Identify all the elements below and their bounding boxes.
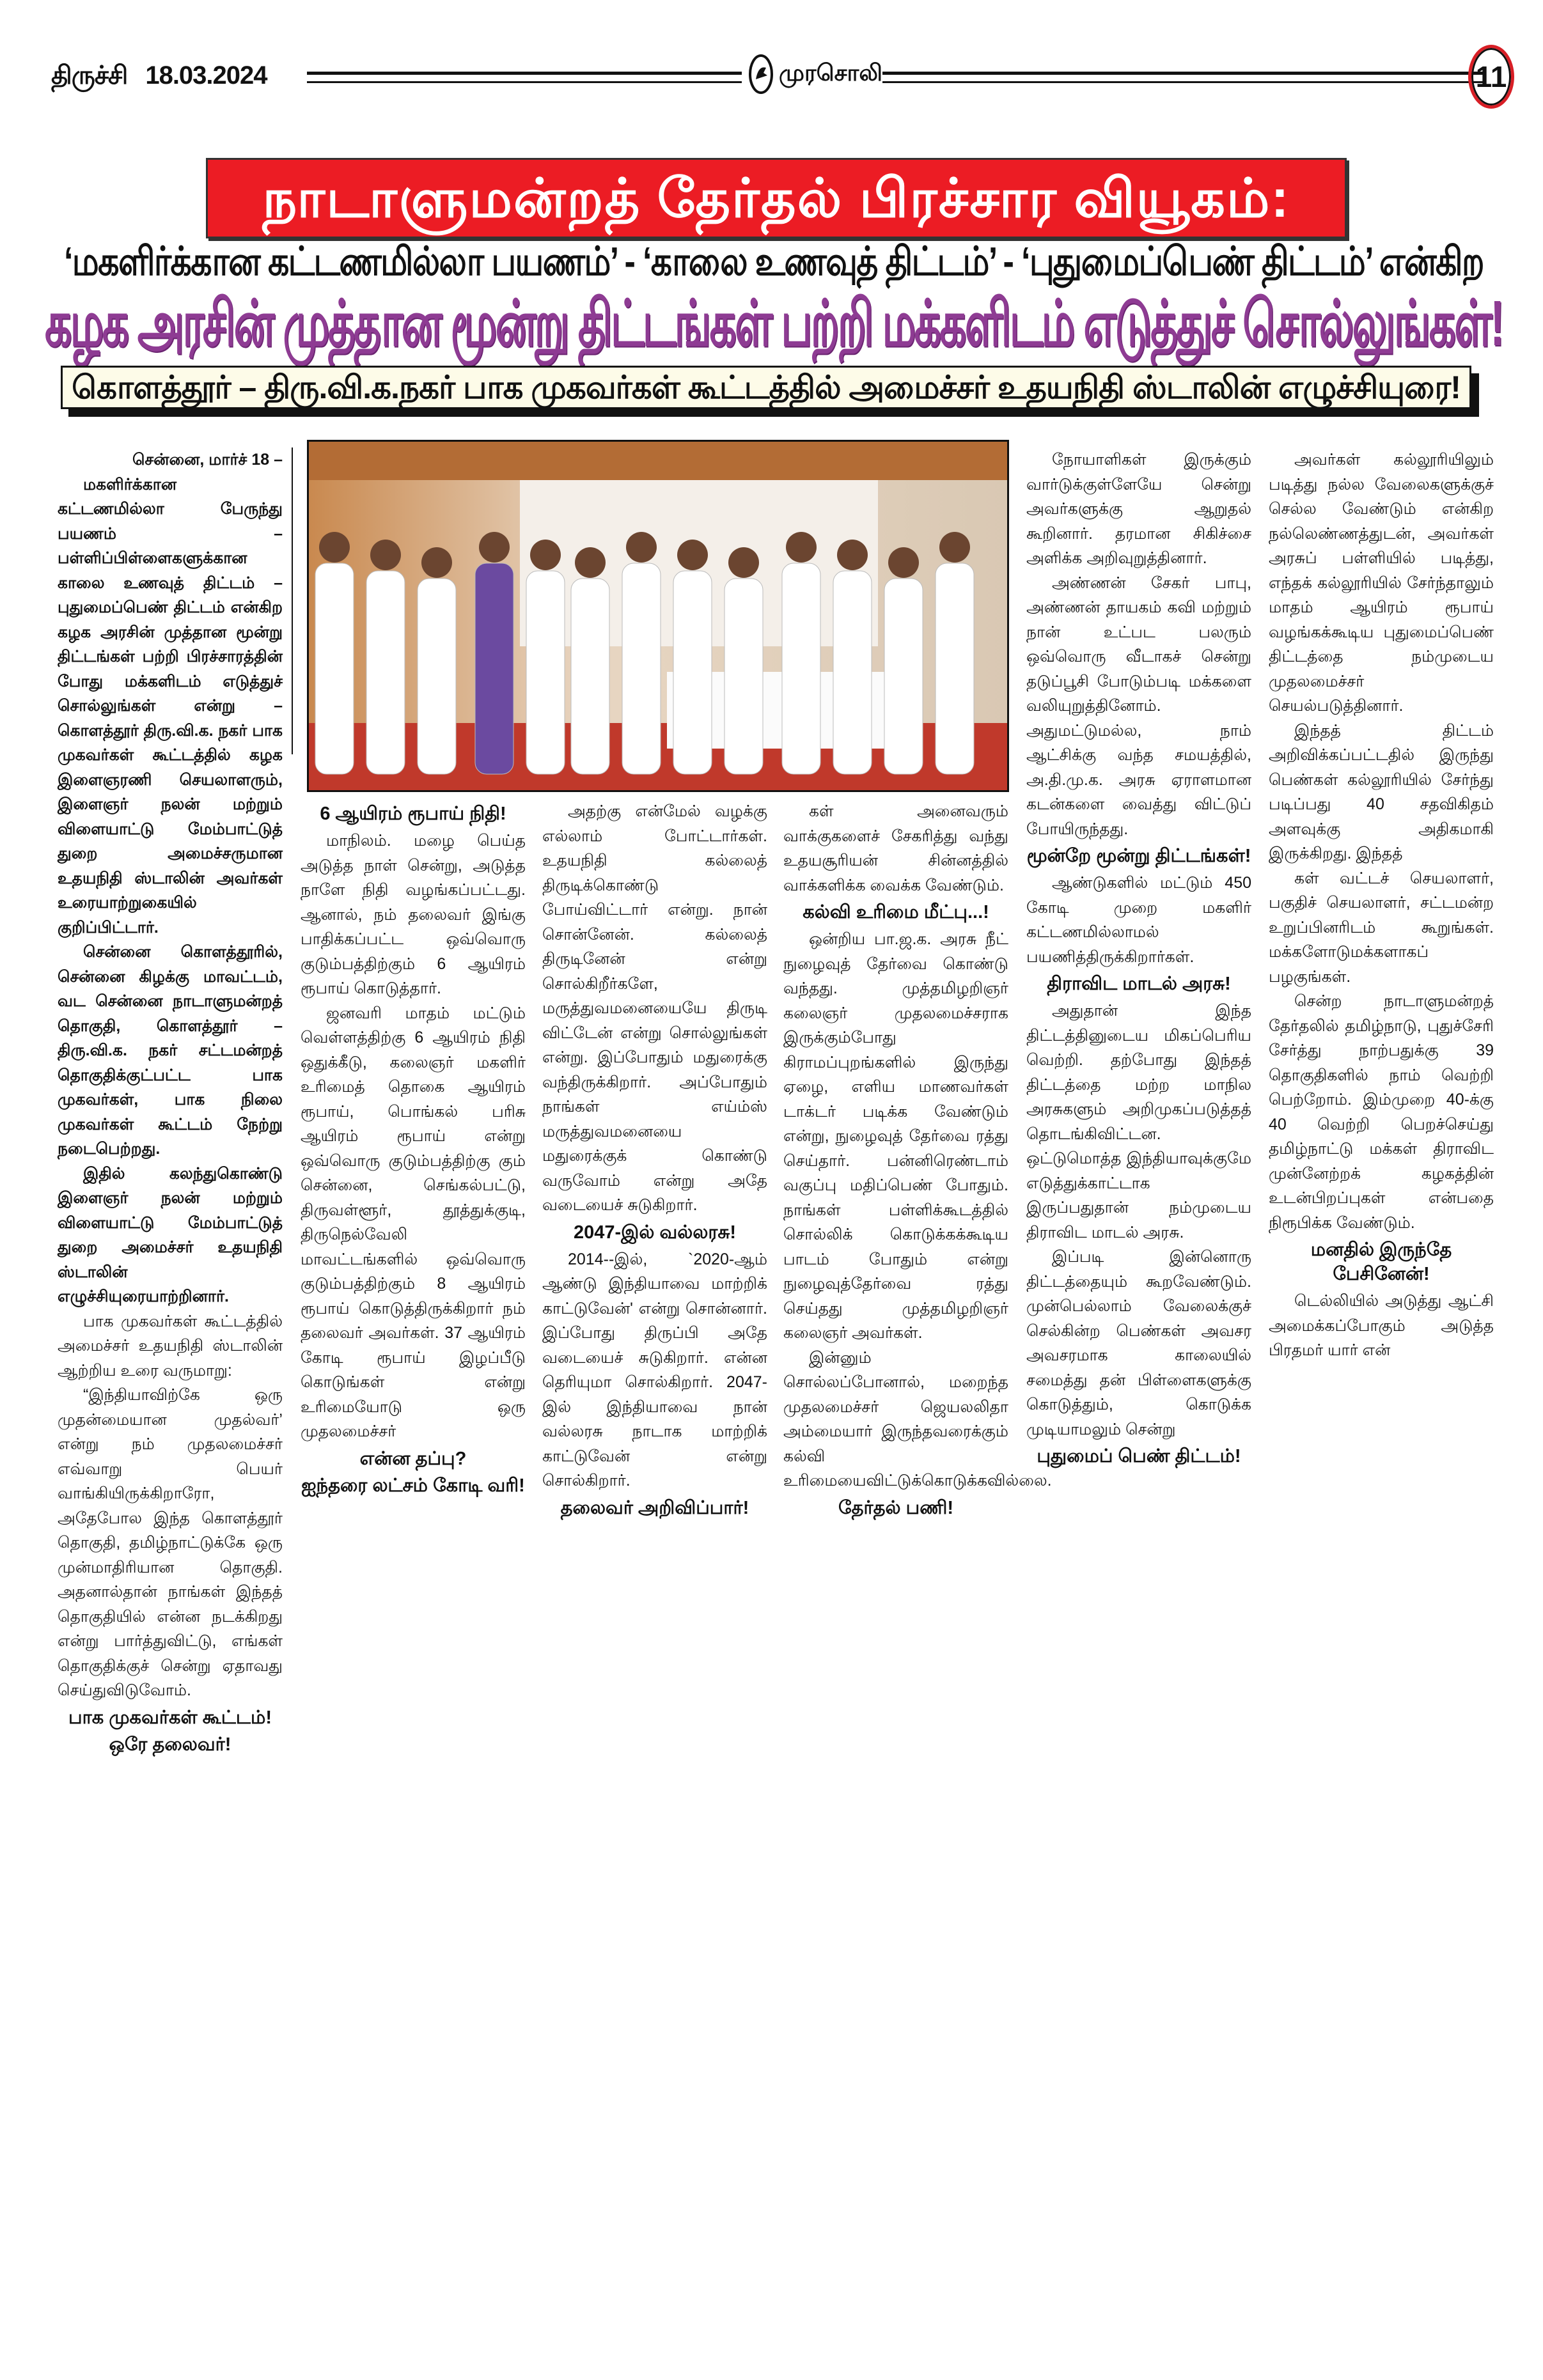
person-head bbox=[888, 547, 919, 578]
subheading: ஒரே தலைவர்! bbox=[109, 1734, 231, 1755]
article-paragraph: அதுதான் இந்த திட்டத்தினுடைய மிகப்பெரிய வெற்றி. தற்போது இந்தத் திட்டத்தை மற்ற மாநில அரசுகளும் அறிமுகப்படுத்தத் தொடங்கிவிட்டன. ஒட்டுமொத்த இந்தியாவுக்குமே எடுத்துக்காட்டாக இருப்பதுதான் நம்முடைய திராவிட மாடல் அரசு. bbox=[1026, 1002, 1251, 1241]
newspaper-name: முரசொலி bbox=[779, 59, 882, 86]
main-headline: கழக அரசின் முத்தான மூன்று திட்டங்கள் பற்றி மக்களிடம் எடுத்துச் சொல்லுங்கள்! bbox=[45, 288, 1503, 359]
column-divider bbox=[292, 447, 293, 754]
article-paragraph: நோயாளிகள் இருக்கும் வார்டுக்குள்ளேயே சென்று அவர்களுக்கு ஆறுதல் கூறினார். தரமான சிகிச்சை அளிக்க அறிவுறுத்தினார். bbox=[1026, 451, 1251, 567]
edition-name: திருச்சி bbox=[51, 61, 128, 89]
article-paragraph: அண்ணன் சேகர் பாபு, அண்ணன் தாயகம் கவி மற்றும் நான் உட்பட பலரும் ஒவ்வொரு வீடாகச் சென்று தடுப்பூசி போடும்படி மக்களை வலியுறுத்தினோம். அதுமட்டுமல்ல, நாம் ஆட்சிக்கு வந்த சமயத்தில், அ.தி.மு.க. அரசு ஏராளமான கடன்களை வைத்து விட்டுப் போயிருந்தது. bbox=[1026, 573, 1251, 838]
article-paragraph: அதற்கு என்மேல் வழக்கு எல்லாம் போட்டார்கள். உதயநிதி கல்லைத் திருடிக்கொண்டு போய்விட்டார் என்று. நான் சொன்னேன். கல்லைத் திருடினேன் என்று சொல்கிறீர்களே, மருத்துவமனையையே திருடி விட்டேன் என்று சொல்லுங்கள் என்று. இப்போதும் மதுரைக்கு வந்திருக்கிறார். அப்போதும் நாங்கள் எய்ம்ஸ் மருத்துவமனையை மதுரைக்குக் கொண்டு வருவோம் என்று அதே வடையைச் சுடுகிறார். bbox=[542, 802, 767, 1214]
kicker-headline: ‘மகளிர்க்கான கட்டணமில்லா பயணம்’ - ‘காலை உணவுத் திட்டம்’ - ‘புதுமைப்பெண் திட்டம்’ என்கிற bbox=[64, 240, 1484, 284]
article-paragraph: இப்படி இன்னொரு திட்டத்தையும் கூறவேண்டும். முன்பெல்லாம் வேலைக்குச் செல்கின்ற பெண்கள் அவசர அவசரமாக காலையில் சமைத்து தன் பிள்ளைகளுக்கு கொடுத்தும், கொடுக்க முடியாமலும் சென்று bbox=[1026, 1248, 1251, 1438]
article-paragraph: ஜனவரி மாதம் மட்டும் வெள்ளத்திற்கு 6 ஆயிரம் நிதி ஒதுக்கீடு, கலைஞர் மகளிர் உரிமைத் தொகை ஆயிரம் ரூபாய், பொங்கல் பரிசு ஆயிரம் ரூபாய் என்று ஒவ்வொரு குடும்பத்திற்கு கும் சென்னை, செங்கல்பட்டு, திருவள்ளூர், தூத்துக்குடி, திருநெல்வேலி மாவட்டங்களில் ஒவ்வொரு குடும்பத்திற்கும் 8 ஆயிரம் ரூபாய் கொடுத்திருக்கிறார் நம் தலைவர் அவர்கள். 37 ஆயிரம் கோடி ரூபாய் இழப்பீடு கொடுங்கள் என்று உரிமையோடு ஒரு முதலமைச்சர் bbox=[301, 1004, 526, 1440]
article-paragraph: அவர்கள் கல்லூரியிலும் படித்து நல்ல வேலைகளுக்குச் செல்ல வேண்டும் என்கிற நல்லெண்ணத்துடன், அவர்கள் அரசுப் பள்ளியில் படித்து, எந்தக் கல்லூரியில் சேர்ந்தாலும் மாதம் ஆயிரம் ரூபாய் வழங்கக்கூடிய புதுமைப்பெண் திட்டத்தை நம்முடைய முதலமைச்சர் செயல்படுத்தினார். bbox=[1269, 451, 1494, 715]
person-figure bbox=[884, 579, 923, 774]
person-figure bbox=[833, 571, 872, 774]
column-1 bbox=[58, 447, 283, 1759]
newspaper-logo bbox=[748, 54, 882, 95]
person-head bbox=[626, 532, 657, 563]
event-photo-illustration bbox=[309, 442, 1007, 790]
subheading: கல்வி உரிமை மீட்பு...! bbox=[803, 902, 989, 922]
article-paragraph: ஒன்றிய பா.ஜ.க. அரசு நீட் நுழைவுத் தேர்வை கொண்டு வந்தது. முத்தமிழறிஞர் கலைஞர் முதலமைச்சராக இருக்கும்போது கிராமப்புறங்களில் இருந்து ஏழை, எளிய மாணவர்கள் டாக்டர் படிக்க வேண்டும் என்று, நுழைவுத் தேர்வை ரத்து செய்தார். பன்னிரெண்டாம் வகுப்பு மதிப்பெண் போதும். நாங்கள் பள்ளிக்கூடத்தில் சொல்லிக் கொடுக்கக்கூடிய பாடம் போதும் என்று நுழைவுத்தேர்வை ரத்து செய்தது முத்தமிழறிஞர் கலைஞர் அவர்கள். bbox=[783, 930, 1008, 1342]
subheading: 6 ஆயிரம் ரூபாய் நிதி! bbox=[320, 804, 506, 824]
person-head bbox=[421, 547, 452, 578]
subheading: மூன்றே மூன்று திட்டங்கள்! bbox=[1026, 846, 1251, 866]
banner-headline-box bbox=[206, 158, 1347, 238]
subheading: என்ன தப்பு? bbox=[359, 1448, 467, 1469]
column-5 bbox=[1026, 447, 1251, 1471]
person-figure bbox=[526, 571, 565, 774]
article-paragraph: பாக முகவர்கள் கூட்டத்தில் அமைச்சர் உதயநிதி ஸ்டாலின் ஆற்றிய உரை வருமாறு: bbox=[58, 1312, 283, 1380]
person-figure bbox=[315, 563, 354, 774]
rising-sun-emblem-icon bbox=[748, 54, 774, 95]
person-figure bbox=[782, 563, 820, 774]
person-figure bbox=[725, 579, 763, 774]
deck-headline-box bbox=[61, 366, 1471, 409]
subheading: ஐந்தரை லட்சம் கோடி வரி! bbox=[301, 1475, 525, 1496]
column-6 bbox=[1269, 447, 1494, 1363]
article-paragraph: மகளிர்க்கான கட்டணமில்லா பேருந்து பயணம் – பள்ளிப்பிள்ளைகளுக்கான காலை உணவுத் திட்டம் – புதுமைப்பெண் திட்டம் என்கிற கழக அரசின் முத்தான மூன்று திட்டங்கள் பற்றி பிரச்சாரத்தின் போது மக்களிடம் எடுத்துச் சொல்லுங்கள் என்று – கொளத்தூர் திரு.வி.க. நகர் பாக முகவர்கள் கூட்டத்தில் கழக இளைஞரணி செயலாளரும், இளைஞர் நலன் மற்றும் விளையாட்டு மேம்பாட்டுத் துறை அமைச்சருமான உதயநிதி ஸ்டாலின் அவர்கள் உரையாற்றுகையில் குறிப்பிட்டார். bbox=[58, 475, 283, 937]
person-head bbox=[479, 532, 510, 563]
subheading: பாக முகவர்கள் கூட்டம்! bbox=[68, 1707, 272, 1728]
article-paragraph: கள் வட்டச் செயலாளர், பகுதிச் செயலாளர், சட்டமன்ற உறுப்பினரிடம் கூறுங்கள். மக்களோடுமக்களாகப் பழகுங்கள். bbox=[1269, 869, 1494, 986]
subheading: திராவிட மாடல் அரசு! bbox=[1047, 974, 1231, 994]
subheading: மனதில் இருந்தே பேசினேன்! bbox=[1310, 1240, 1452, 1284]
person-figure bbox=[571, 579, 609, 774]
edition-date bbox=[51, 61, 281, 93]
column-3 bbox=[542, 799, 767, 1523]
masthead bbox=[51, 59, 1522, 91]
issue-date: 18.03.2024 bbox=[145, 61, 267, 89]
person-head bbox=[530, 540, 561, 570]
article-paragraph: “இந்தியாவிற்கே ஒரு முதன்மையான முதல்வர்’ என்று நம் முதலமைச்சர் எவ்வாறு பெயர் வாங்கியிருக்கிறாரோ, அதேபோல இந்த கொளத்தூர் தொகுதி, தமிழ்நாட்டுக்கே ஒரு முன்மாதிரியான தொகுதி. அதனால்தான் நாங்கள் இந்தத் தொகுதியில் என்ன நடக்கிறது என்று பார்த்துவிட்டு, எங்கள் தொகுதிக்குச் சென்று ஏதாவது செய்துவிடுவோம். bbox=[58, 1386, 283, 1699]
masthead-rule-left bbox=[307, 72, 742, 83]
dateline: சென்னை, மார்ச் 18 – bbox=[132, 451, 283, 469]
person-head bbox=[575, 547, 606, 578]
article-paragraph: இந்தத் திட்டம் அறிவிக்கப்பட்டதில் இருந்து பெண்கள் கல்லூரியில் சேர்ந்து படிப்பது 40 சதவிகிதம் அளவுக்கு அதிகமாகி இருக்கிறது. இந்தத் bbox=[1269, 721, 1494, 862]
person-figure bbox=[622, 563, 661, 774]
person-figure bbox=[366, 571, 405, 774]
person-head bbox=[939, 532, 970, 563]
article-paragraph: சென்னை கொளத்தூரில், சென்னை கிழக்கு மாவட்டம், வட சென்னை நாடாளுமன்றத் தொகுதி, கொளத்தூர் – திரு.வி.க. நகர் சட்டமன்றத் தொகுதிக்குட்பட்ட பாக முகவர்கள், பாக நிலை முகவர்கள் கூட்டம் நேற்று நடைபெற்றது. bbox=[58, 943, 283, 1158]
event-photo bbox=[307, 440, 1009, 792]
banner-headline: நாடாளுமன்றத் தேர்தல் பிரச்சார வியூகம்: bbox=[262, 168, 1290, 228]
person-head bbox=[677, 540, 708, 570]
column-2 bbox=[301, 799, 526, 1500]
person-head bbox=[370, 540, 401, 570]
page-number: 11 bbox=[1468, 45, 1514, 109]
deck-headline: கொளத்தூர் – திரு.வி.க.நகர் பாக முகவர்கள் கூட்டத்தில் அமைச்சர் உதயநிதி ஸ்டாலின் எழுச்சியுரை! bbox=[72, 369, 1461, 405]
subheading: தேர்தல் பணி! bbox=[838, 1497, 954, 1518]
article-paragraph: மாநிலம். மழை பெய்த அடுத்த நாள் சென்று, அடுத்த நாளே நிதி வழங்கப்பட்டது. ஆனால், நம் தலைவர் இங்கு பாதிக்கப்பட்ட ஒவ்வொரு குடும்பத்திற்கும் 6 ஆயிரம் ரூபாய் கொடுத்தார். bbox=[301, 832, 526, 997]
subheading: புதுமைப் பெண் திட்டம்! bbox=[1037, 1446, 1241, 1466]
person-head bbox=[728, 547, 759, 578]
article-paragraph: டெல்லியில் அடுத்து ஆட்சி அமைக்கப்போகும் அடுத்த பிரதமர் யார் என் bbox=[1269, 1292, 1494, 1359]
person-head bbox=[837, 540, 868, 570]
person-figure bbox=[936, 563, 974, 774]
person-head bbox=[786, 532, 817, 563]
column-4 bbox=[783, 799, 1052, 1523]
kicker-headline-box bbox=[58, 239, 1490, 285]
subheading: 2047-இல் வல்லரசு! bbox=[574, 1222, 736, 1243]
article-paragraph: ஆண்டுகளில் மட்டும் 450 கோடி முறை மகளிர் கட்டணமில்லாமல் பயணித்திருக்கிறார்கள். bbox=[1026, 874, 1251, 966]
article-paragraph: சென்ற நாடாளுமன்றத் தேர்தலில் தமிழ்நாடு, புதுச்சேரி சேர்த்து நாற்பதுக்கு 39 தொகுதிகளில் நாம் வெற்றி பெற்றோம். இம்முறை 40-க்கு 40 வெற்றி பெறச்செய்து தமிழ்நாட்டு மக்கள் திராவிட முன்னேற்றக் கழகத்தின் உடன்பிறப்புகள் என்பதை நிரூபிக்க வேண்டும். bbox=[1269, 992, 1494, 1232]
subheading: தலைவர் அறிவிப்பார்! bbox=[560, 1497, 749, 1518]
article-paragraph: இதில் கலந்துகொண்டு இளைஞர் நலன் மற்றும் விளையாட்டு மேம்பாட்டுத் துறை அமைச்சர் உதயநிதி ஸ்டாலின் எழுச்சியுரையாற்றினார். bbox=[58, 1164, 283, 1305]
person-figure bbox=[673, 571, 712, 774]
article-paragraph: இன்னும் சொல்லப்போனால், மறைந்த முதலமைச்சர் ஜெயலலிதா அம்மையார் இருந்தவரைக்கும் கல்வி உரிமையைவிட்டுக்கொடுக்கவில்லை. bbox=[783, 1348, 1052, 1489]
person-head bbox=[319, 532, 350, 563]
person-figure bbox=[475, 563, 513, 774]
article-paragraph: 2014--இல், `2020-ஆம் ஆண்டு இந்தியாவை மாற்றிக் காட்டுவேன்' என்று சொன்னார். இப்போது திருப்பி அதே வடையைச் சுடுகிறார். என்ன தெரியுமா சொல்கிறார். 2047-இல் இந்தியாவை நான் வல்லரசு நாடாக மாற்றிக் காட்டுவேன் என்று சொல்கிறார். bbox=[542, 1250, 767, 1489]
masthead-rule-right bbox=[882, 72, 1484, 83]
person-figure bbox=[418, 579, 456, 774]
article-paragraph: கள் அனைவரும் வாக்குகளைச் சேகரித்து வந்து உதயசூரியன் சின்னத்தில் வாக்களிக்க வைக்க வேண்டும். bbox=[783, 802, 1008, 894]
main-headline-box bbox=[38, 288, 1509, 359]
